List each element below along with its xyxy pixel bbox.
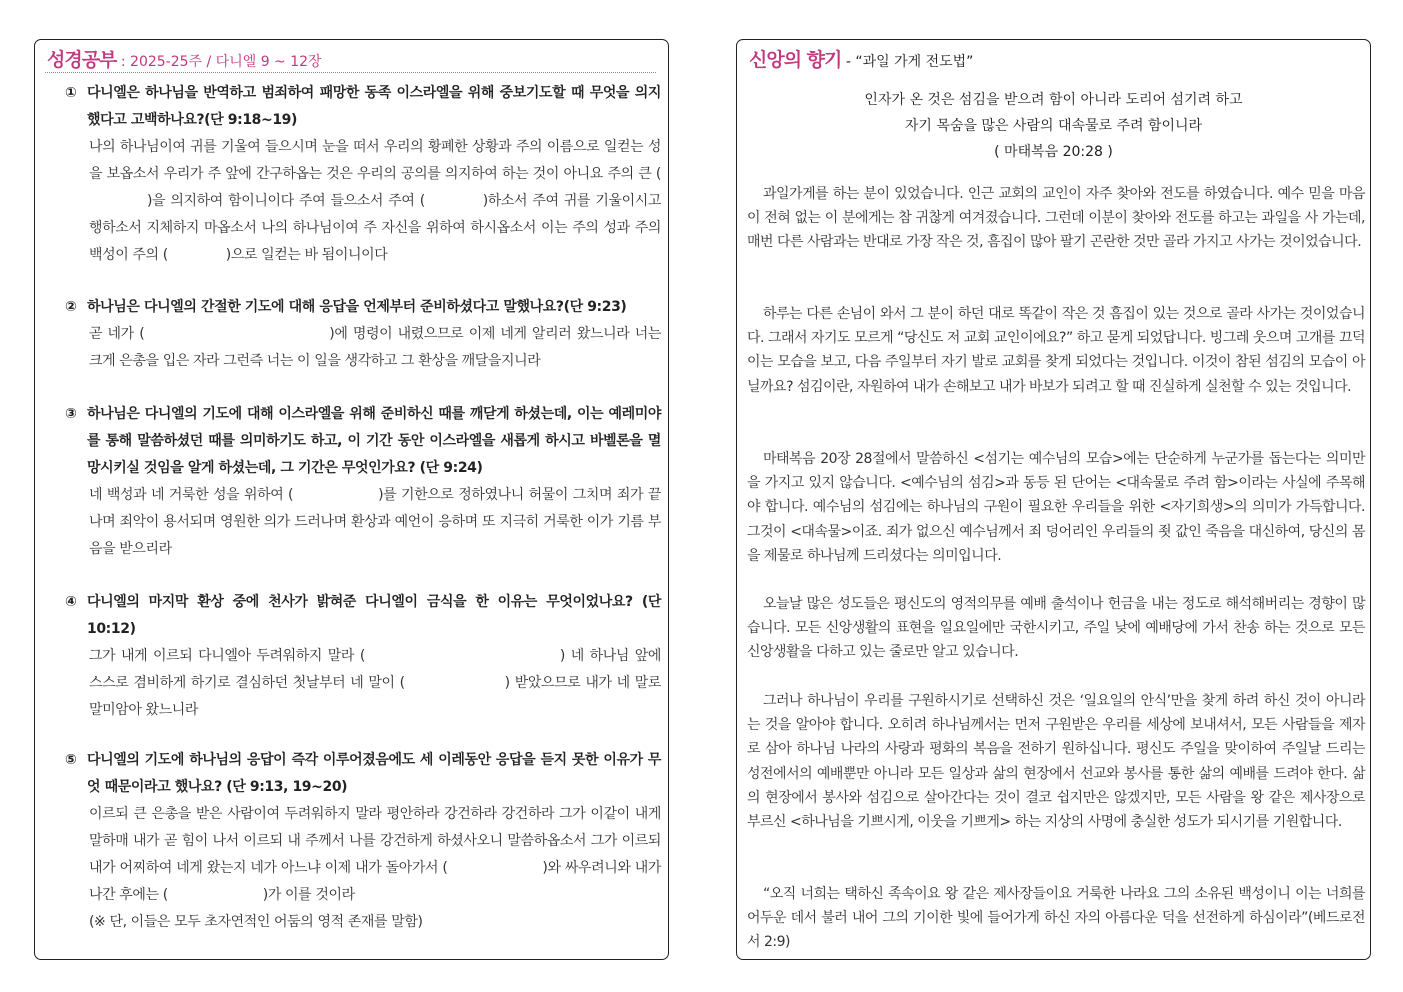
- question-2: [65, 294, 661, 375]
- question-text: 다니엘의 기도에 하나님의 응답이 즉각 이루어졌음에도 세 이레동안 응답을 듣지 못한 이유가 무엇 때문이라고 했나요? (단 9:13, 19~20): [87, 752, 661, 795]
- essay-paragraph-5: 그러나 하나님이 우리를 구원하시기로 선택하신 것은 ‘일요일의 안식’만을 찾게 하려 하신 것이 아니라는 것을 알아야 합니다. 오히려 하나님께서는 먼저 구원받은 우리를 세상에 보내셔서, 모든 사람들을 제자로 삼아 하나님 나라의 사랑과 평화의 복음을 전하기 원하십니다. 평신도 주일을 맞이하여 주일날 드리는 성전에서의 예배뿐만 아니라 모든 일상과 삶의 현장에서 선교와 봉사를 통한 삶의 예배를 드려야 한다. 삶의 현장에서 봉사와 섬김으로 살아간다는 것이 결코 쉽지만은 않겠지만, 모든 사람을 왕 같은 제사장으로 부르신 <하나님을 기쁘시게, 이웃을 기쁘게> 하는 지상의 사명에 충실한 성도가 되시기를 기원합니다.: [747, 693, 1365, 831]
- question-number: ③: [65, 406, 77, 422]
- bible-study-subtitle: : 2025-25주 / 다니엘 9 ~ 12장: [116, 54, 322, 70]
- scripture-verse: [737, 87, 1370, 165]
- faith-essay-panel: [736, 39, 1371, 960]
- faith-essay-title: 신앙의 향기: [749, 49, 842, 71]
- essay-paragraph-3: 마태복음 20장 28절에서 말씀하신 <섬기는 예수님의 모습>에는 단순하게 누군가를 돕는다는 의미만을 가지고 있지 않습니다. <예수님의 섬김>과 동등 된 단어는 <대속물로 주려 함>이라는 사실에 주목해야 합니다. 예수님의 섬김에는 하나님의 구원이 필요한 우리들을 위한 <자기희생>의 의미가 가득합니다. 그것이 <대속물>이죠. 죄가 없으신 예수님께서 죄 덩어리인 우리들의 죗 값인 죽음을 대신하여, 당신의 몸을 제물로 하나님께 드리셨다는 의미입니다.: [747, 451, 1365, 564]
- question-3: [65, 401, 661, 563]
- verse-line: 인자가 온 것은 섬김을 받으려 함이 아니라 도리어 섬기려 하고: [864, 92, 1243, 108]
- answer-note: (※ 단, 이들은 모두 초자연적인 어둠의 영적 존재를 말함): [89, 914, 423, 930]
- faith-essay-subtitle: - “과일 가게 전도법”: [841, 54, 974, 70]
- question-number: ⑤: [65, 752, 77, 768]
- question-text: 하나님은 다니엘의 기도에 대해 이스라엘을 위해 준비하신 때를 깨닫게 하셨는데, 이는 예레미야를 통해 말씀하셨던 때를 의미하기도 하고, 이 기간 동안 이스라엘을 새롭게 하시고 바벨론을 멸망시키실 것임을 알게 하셨는데, 그 기간은 무엇인가요? (단 9:24): [87, 406, 661, 476]
- question-5: [65, 747, 661, 936]
- answer-text: 나의 하나님이여 귀를 기울여 들으시며 눈을 떠서 우리의 황폐한 상황과 주의 이름으로 일컫는 성을 보옵소서 우리가 주 앞에 간구하옵는 것은 우리의 공의를 의지하여 하는 것이 아니요 주의 큰 ()을 의지하여 함이니이다 주여 들으소서 주여 ( )하소서 주여 귀를 기울이시고 행하소서 지체하지 마옵소서 나의 하나님이여 주 자신을 위하여 하시옵소서 이는 주의 성과 주의 백성이 주의 ( )으로 일컫는 바 됨이니이다: [89, 139, 661, 263]
- essay-paragraph-6: “오직 너희는 택하신 족속이요 왕 같은 제사장들이요 거룩한 나라요 그의 소유된 백성이니 이는 너희를 어두운 데서 불러 내어 그의 기이한 빛에 들어가게 하신 자의 아름다운 덕을 선전하게 하심이라”(베드로전서 2:9): [747, 886, 1365, 951]
- question-number: ④: [65, 594, 77, 610]
- question-text: 다니엘의 마지막 환상 중에 천사가 밝혀준 다니엘이 금식을 한 이유는 무엇이었나요? (단 10:12): [87, 594, 661, 637]
- question-text: 다니엘은 하나님을 반역하고 범죄하여 패망한 동족 이스라엘을 위해 중보기도할 때 무엇을 의지했다고 고백하나요?(단 9:18~19): [87, 85, 661, 128]
- essay-paragraph-1: 과일가게를 하는 분이 있었습니다. 인근 교회의 교인이 자주 찾아와 전도를 하였습니다. 예수 믿을 마음이 전혀 없는 이 분에게는 참 귀찮게 여겨졌습니다. 그런데 이분이 찾아와 전도를 하고는 과일을 사 가는데, 매번 다른 사람과는 반대로 가장 작은 것, 흠집이 많아 팔기 곤란한 것만 골라 가지고 사가는 것이었습니다.: [747, 186, 1365, 251]
- essay-paragraph-4: 오늘날 많은 성도들은 평신도의 영적의무를 예배 출석이나 헌금을 내는 정도로 해석해버리는 경향이 많습니다. 모든 신앙생활의 표현을 일요일에만 국한시키고, 주일 낮에 예배당에 가서 찬송 하는 것으로 모든 신앙생활을 다하고 있는 줄로만 알고 있습니다.: [747, 596, 1365, 661]
- question-4: [65, 589, 661, 724]
- verse-line: 자기 목숨을 많은 사람의 대속물로 주려 함이니라: [904, 118, 1203, 134]
- bible-study-header: [47, 45, 322, 72]
- essay-paragraph-2: 하루는 다른 손님이 와서 그 분이 하던 대로 똑같이 작은 것 흠집이 있는 것으로 골라 사가는 것이었습니다. 그래서 자기도 모르게 “당신도 저 교회 교인이에요?” 하고 묻게 되었답니다. 빙그레 웃으며 고개를 끄덕이는 모습을 보고, 다음 주일부터 자기 발로 교회를 찾게 되었다는 것입니다. 이것이 참된 섬김의 모습이 아닐까요? 섬김이란, 자원하여 내가 손해보고 내가 바보가 되려고 할 때 진실하게 실천할 수 있는 것입니다.: [747, 306, 1365, 395]
- answer-text: 이르되 큰 은총을 받은 사람이여 두려워하지 말라 평안하라 강건하라 강건하라 그가 이같이 내게 말하매 내가 곧 힘이 나서 이르되 내 주께서 나를 강건하게 하셨사오니 말씀하옵소서 그가 이르되 내가 어찌하여 네게 왔는지 네가 아느냐 이제 내가 돌아가서 ( )와 싸우려니와 내가 나간 후에는 ( )가 이를 것이라: [89, 806, 661, 903]
- bible-study-panel: [34, 39, 669, 960]
- answer-text: 그가 내게 이르되 다니엘아 두려워하지 말라 ( ) 네 하나님 앞에 스스로 겸비하게 하기로 결심하던 첫날부터 네 말이 ( ) 받았으므로 내가 네 말로 말미암아 왔느니라: [89, 648, 661, 718]
- header-divider: [45, 72, 656, 73]
- question-number: ①: [65, 85, 77, 101]
- question-text: 하나님은 다니엘의 간절한 기도에 대해 응답을 언제부터 준비하셨다고 말했나요?(단 9:23): [87, 299, 627, 315]
- answer-text: 네 백성과 네 거룩한 성을 위하여 ( )를 기한으로 정하였나니 허물이 그치며 죄가 끝나며 죄악이 용서되며 영원한 의가 드러나며 환상과 예언이 응하며 또 지극히 거룩한 이가 기름 부음을 받으리라: [89, 487, 661, 557]
- verse-reference: ( 마태복음 20:28 ): [994, 144, 1113, 160]
- faith-essay-header: [749, 45, 973, 72]
- question-number: ②: [65, 299, 77, 315]
- bible-study-title: 성경공부: [47, 49, 117, 71]
- answer-text: 곧 네가 ( )에 명령이 내렸으므로 이제 네게 알리러 왔느니라 너는 크게 은총을 입은 자라 그런즉 너는 이 일을 생각하고 그 환상을 깨달을지니라: [89, 326, 661, 369]
- question-1: [65, 80, 661, 269]
